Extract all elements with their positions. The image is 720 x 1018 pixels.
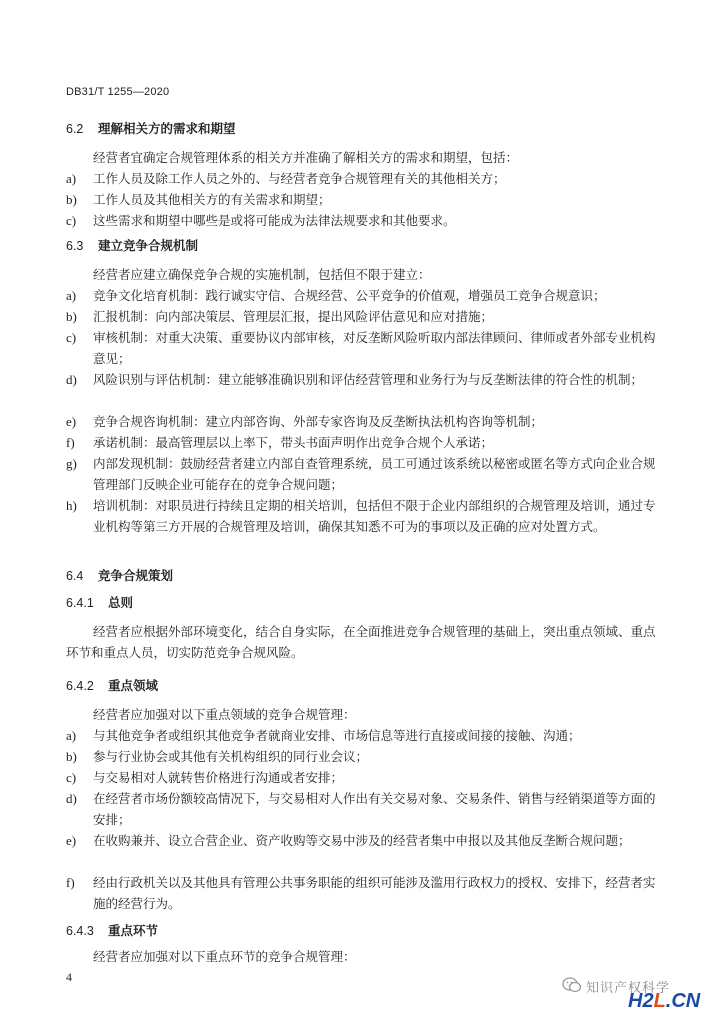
list-item xyxy=(66,495,660,537)
list-item xyxy=(66,746,660,767)
list-item xyxy=(66,369,660,390)
wechat-icon xyxy=(562,976,582,994)
list-item xyxy=(66,306,660,327)
list-item-text: 参与行业协会或其他有关机构组织的同行业会议； xyxy=(93,749,369,764)
section-heading-6-4-3 xyxy=(66,921,158,939)
section-title: 理解相关方的需求和期望 xyxy=(98,121,236,136)
section-title: 总则 xyxy=(108,595,134,610)
list-marker: f) xyxy=(66,875,75,890)
list-item-text: 经由行政机关以及其他具有管理公共事务职能的组织可能涉及滥用行政权力的授权、安排下，经营者实施的经营行为。 xyxy=(93,875,656,911)
list-marker: b) xyxy=(66,192,77,207)
section-title: 建立竞争合规机制 xyxy=(98,238,199,253)
section-number: 6.4.3 xyxy=(66,924,94,938)
list-item-text: 在收购兼并、设立合营企业、资产收购等交易中涉及的经营者集中申报以及其他反垄断合规问题； xyxy=(93,833,631,848)
logo-part: L xyxy=(653,990,666,1012)
list-item xyxy=(66,189,660,210)
section-heading-6-2 xyxy=(66,119,236,137)
logo-part: H2 xyxy=(628,990,654,1012)
list-marker: e) xyxy=(66,833,77,848)
list-item xyxy=(66,725,660,746)
list-item xyxy=(66,872,660,914)
list-item xyxy=(66,453,660,495)
list-marker: c) xyxy=(66,213,77,228)
list-marker: c) xyxy=(66,770,77,785)
section-heading-6-4-2 xyxy=(66,676,158,694)
list-marker: d) xyxy=(66,791,77,806)
section-number: 6.3 xyxy=(66,239,84,253)
watermark-logo xyxy=(628,990,700,1013)
list-item-text: 内部发现机制：鼓励经营者建立内部自查管理系统，员工可通过该系统以秘密或匿名等方式向企业合规管理部门反映企业可能存在的竞争合规问题； xyxy=(93,456,656,492)
list-item xyxy=(66,327,660,369)
list-item-text: 审核机制：对重大决策、重要协议内部审核，对反垄断风险听取内部法律顾问、律师或者外部专业机构意见； xyxy=(93,330,656,366)
list-item-text: 承诺机制：最高管理层以上率下，带头书面声明作出竞争合规个人承诺； xyxy=(93,435,494,450)
section-number: 6.2 xyxy=(66,122,84,136)
list-item-text: 竞争文化培育机制：践行诚实守信、合规经营、公平竞争的价值观，增强员工竞争合规意识； xyxy=(93,288,606,303)
page-number: 4 xyxy=(66,970,72,984)
list-marker: c) xyxy=(66,330,77,345)
section-number: 6.4.2 xyxy=(66,679,94,693)
section-heading-6-3 xyxy=(66,236,198,254)
list-marker: f) xyxy=(66,435,75,450)
paragraph: 经营者应加强对以下重点领域的竞争合规管理： xyxy=(93,707,356,722)
paragraph: 经营者应加强对以下重点环节的竞争合规管理： xyxy=(93,949,356,964)
list-marker: g) xyxy=(66,456,77,471)
paragraph: 经营者应建立确保竞争合规的实施机制，包括但不限于建立： xyxy=(93,267,431,282)
list-marker: a) xyxy=(66,171,77,186)
section-heading-6-4 xyxy=(66,566,173,584)
list-item-text: 培训机制：对职员进行持续且定期的相关培训，包括但不限于企业内部组织的合规管理及培训，通过专业机构等第三方开展的合规管理及培训，确保其知悉不可为的事项以及正确的应对处置方式。 xyxy=(93,498,656,534)
watermark-text: 知识产权科学 xyxy=(586,981,671,996)
list-item xyxy=(66,285,660,306)
list-item-text: 与其他竞争者或组织其他竞争者就商业安排、市场信息等进行直接或间接的接触、沟通； xyxy=(93,728,581,743)
list-marker: b) xyxy=(66,309,77,324)
list-item-text: 这些需求和期望中哪些是或将可能成为法律法规要求和其他要求。 xyxy=(93,213,456,228)
list-item-text: 竞争合规咨询机制：建立内部咨询、外部专家咨询及反垄断执法机构咨询等机制； xyxy=(93,414,544,429)
list-item-text: 工作人员及除工作人员之外的、与经营者竞争合规管理有关的其他相关方； xyxy=(93,171,506,186)
paragraph: 经营者应根据外部环境变化，结合自身实际，在全面推进竞争合规管理的基础上，突出重点领域、重点环节和重点人员，切实防范竞争合规风险。 xyxy=(66,624,656,660)
list-item xyxy=(66,210,660,231)
list-marker: e) xyxy=(66,414,77,429)
list-marker: b) xyxy=(66,749,77,764)
list-item-text: 与交易相对人就转售价格进行沟通或者安排； xyxy=(93,770,344,785)
document-code: DB31/T 1255—2020 xyxy=(66,86,170,98)
list-item xyxy=(66,788,660,830)
logo-part: .CN xyxy=(665,990,701,1012)
section-title: 竞争合规策划 xyxy=(98,568,174,583)
section-title: 重点领域 xyxy=(108,678,159,693)
list-marker: a) xyxy=(66,288,77,303)
list-item-text: 汇报机制：向内部决策层、管理层汇报，提出风险评估意见和应对措施； xyxy=(93,309,494,324)
list-item xyxy=(66,168,660,189)
list-marker: d) xyxy=(66,372,77,387)
list-item xyxy=(66,830,660,851)
list-item xyxy=(66,411,660,432)
list-marker: a) xyxy=(66,728,77,743)
section-title: 重点环节 xyxy=(108,923,159,938)
section-number: 6.4 xyxy=(66,569,84,583)
section-number: 6.4.1 xyxy=(66,596,94,610)
list-item xyxy=(66,432,660,453)
list-item-text: 工作人员及其他相关方的有关需求和期望； xyxy=(93,192,331,207)
list-marker: h) xyxy=(66,498,77,513)
paragraph: 经营者宜确定合规管理体系的相关方并准确了解相关方的需求和期望，包括： xyxy=(93,150,519,165)
list-item-text: 风险识别与评估机制：建立能够准确识别和评估经营管理和业务行为与反垄断法律的符合性的机制； xyxy=(93,372,644,387)
list-item-text: 在经营者市场份额较高情况下，与交易相对人作出有关交易对象、交易条件、销售与经销渠道等方面的安排； xyxy=(93,791,656,827)
list-item xyxy=(66,767,660,788)
section-heading-6-4-1 xyxy=(66,593,133,611)
